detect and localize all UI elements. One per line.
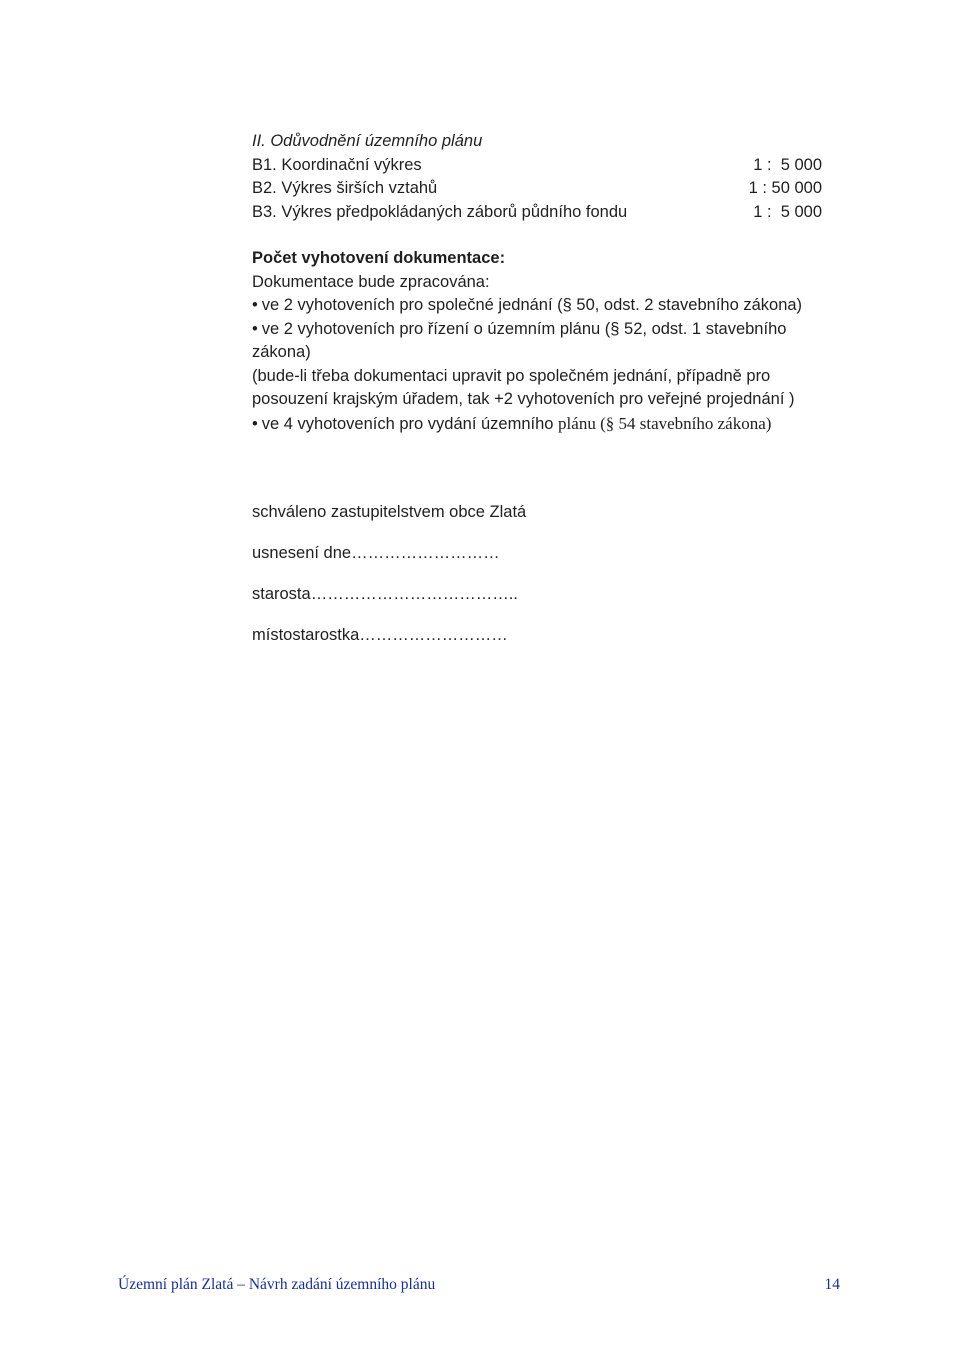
copies-note: (bude-li třeba dokumentaci upravit po společném jednání, případně pro posouzení krajským úřadem, tak +2 vyhotoveních pro veřejné projednání ) [252, 366, 795, 408]
deputy-mayor-signature-line: místostarostka……………………… [252, 626, 508, 644]
copies-intro: Dokumentace bude zpracována: [252, 272, 490, 291]
page-footer [118, 1276, 840, 1294]
bullet-text: ve 2 vyhotoveních pro řízení o územním plánu (§ 52, odst. 1 stavebního zákona) [252, 319, 787, 361]
mayor-signature-line: starosta……………………………….. [252, 585, 518, 603]
footer-title: Územní plán Zlatá – Návrh zadání územního plánu [118, 1276, 436, 1293]
drawing-item-b2 [252, 177, 822, 201]
bullet-icon: • [252, 296, 258, 314]
drawing-scale: 1 : 5 000 [753, 202, 822, 221]
drawing-label: B3. Výkres předpokládaných záborů půdního fondu [252, 202, 628, 221]
approval-block [252, 500, 752, 664]
approved-by: schváleno zastupitelstvem obce Zlatá [252, 503, 527, 521]
drawing-label: B1. Koordinační výkres [252, 155, 422, 174]
spacer [252, 224, 832, 247]
copies-title: Počet vyhotovení dokumentace: [252, 249, 506, 267]
section-heading: II. Odůvodnění územního plánu [252, 132, 483, 150]
copies-bullet-2 [252, 318, 832, 365]
drawing-item-b3 [252, 201, 822, 225]
copies-bullet-3 [252, 412, 832, 437]
drawing-label: B2. Výkres širších vztahů [252, 179, 438, 197]
bullet-icon: • [252, 319, 258, 338]
page-number: 14 [824, 1276, 840, 1293]
drawing-scale: 1 : 50 000 [748, 179, 822, 197]
drawing-item-b1 [252, 154, 822, 178]
bullet-text: ve 4 vyhotoveních pro vydání územního [261, 414, 559, 433]
bullet-text-tail: plánu (§ 54 stavebního zákona) [558, 413, 772, 433]
bullet-icon: • [252, 414, 258, 433]
drawing-scale: 1 : 5 000 [753, 155, 822, 174]
main-content [252, 130, 832, 436]
resolution-date-line: usnesení dne……………………… [252, 544, 500, 562]
copies-bullet-1 [252, 294, 832, 318]
bullet-text: ve 2 vyhotoveních pro společné jednání (§ 50, odst. 2 stavebního zákona) [261, 296, 803, 314]
